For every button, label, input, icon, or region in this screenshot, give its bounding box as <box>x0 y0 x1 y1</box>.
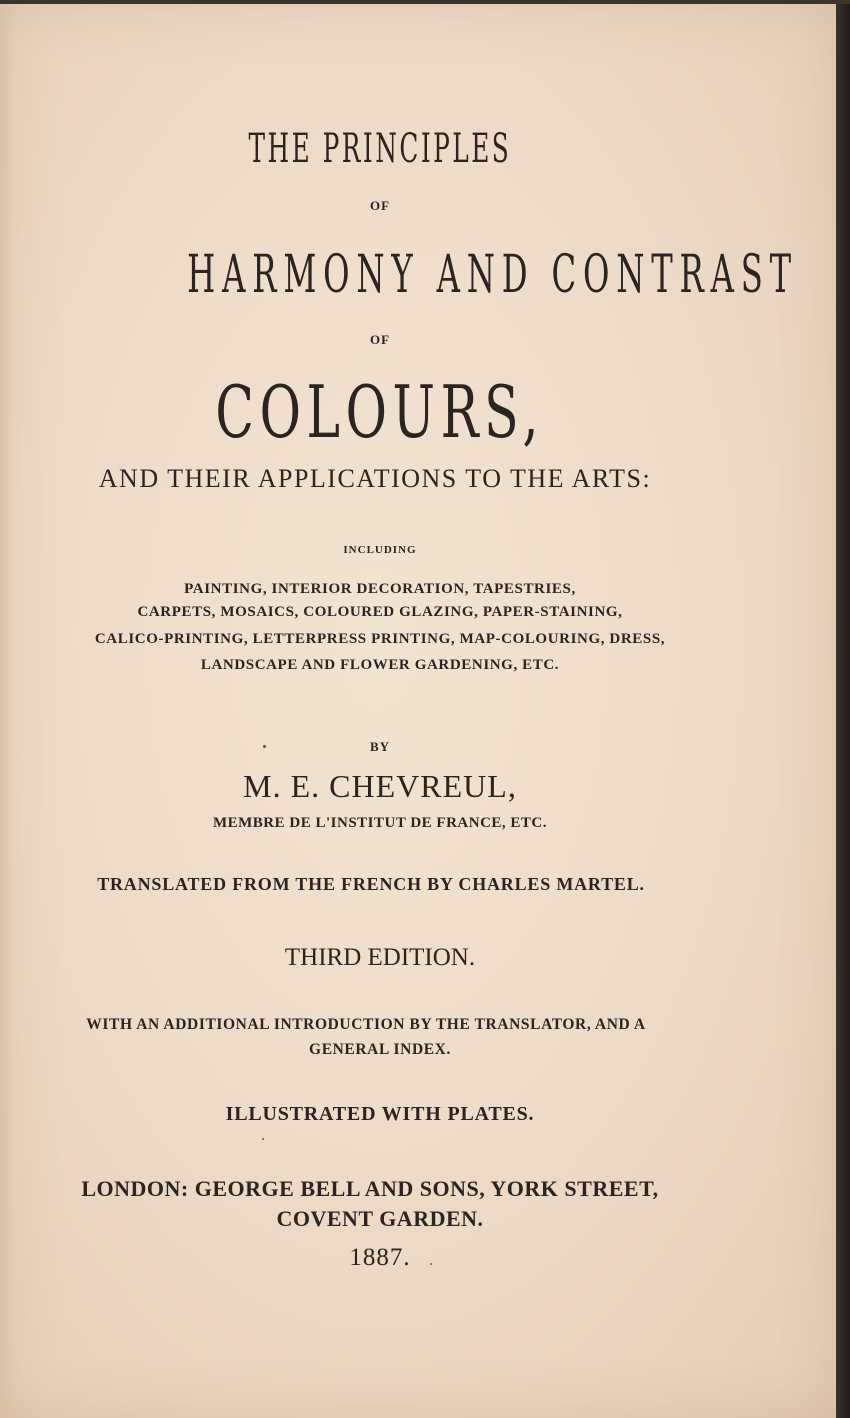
paper-speck <box>262 1138 264 1140</box>
subtitle: AND THEIR APPLICATIONS TO THE ARTS: <box>98 464 652 493</box>
title-of-2: OF <box>369 332 391 347</box>
translator-line: TRANSLATED FROM THE FRENCH BY CHARLES MARTEL. <box>97 874 645 894</box>
author-title: MEMBRE DE L'INSTITUT DE FRANCE, ETC. <box>212 815 548 831</box>
edition: THIRD EDITION. <box>284 944 476 971</box>
title-of-1: OF <box>369 198 391 213</box>
topics-line-3: CALICO-PRINTING, LETTERPRESS PRINTING, MAP-COLOURING, DRESS, <box>94 631 666 647</box>
book-top-edge <box>0 0 850 4</box>
paper-speck <box>430 1263 432 1265</box>
topics-line-4: LANDSCAPE AND FLOWER GARDENING, ETC. <box>200 657 560 673</box>
additional-line-2: GENERAL INDEX. <box>309 1041 451 1058</box>
including-label: INCLUDING <box>343 544 417 556</box>
publisher-line-2: COVENT GARDEN. <box>276 1206 484 1231</box>
author-name: M. E. CHEVREUL, <box>243 768 517 804</box>
paper-speck <box>263 745 266 748</box>
additional-line-1: WITH AN ADDITIONAL INTRODUCTION BY THE TRANSLATOR, AND A <box>86 1016 646 1033</box>
by-label: BY <box>369 739 391 754</box>
illustrated-line: ILLUSTRATED WITH PLATES. <box>225 1103 535 1125</box>
topics-line-2: CARPETS, MOSAICS, COLOURED GLAZING, PAPER-STAINING, <box>137 604 623 620</box>
book-spine-edge <box>836 0 850 1418</box>
title-line-colours: COLOURS, <box>215 370 545 454</box>
publication-year: 1887. <box>349 1244 411 1271</box>
title-line-harmony: HARMONY AND CONTRAST <box>187 245 798 305</box>
title-line-principles: THE PRINCIPLES <box>248 126 512 172</box>
publisher-line-1: LONDON: GEORGE BELL AND SONS, YORK STREET, <box>81 1176 659 1201</box>
topics-line-1: PAINTING, INTERIOR DECORATION, TAPESTRIES, <box>184 581 576 597</box>
